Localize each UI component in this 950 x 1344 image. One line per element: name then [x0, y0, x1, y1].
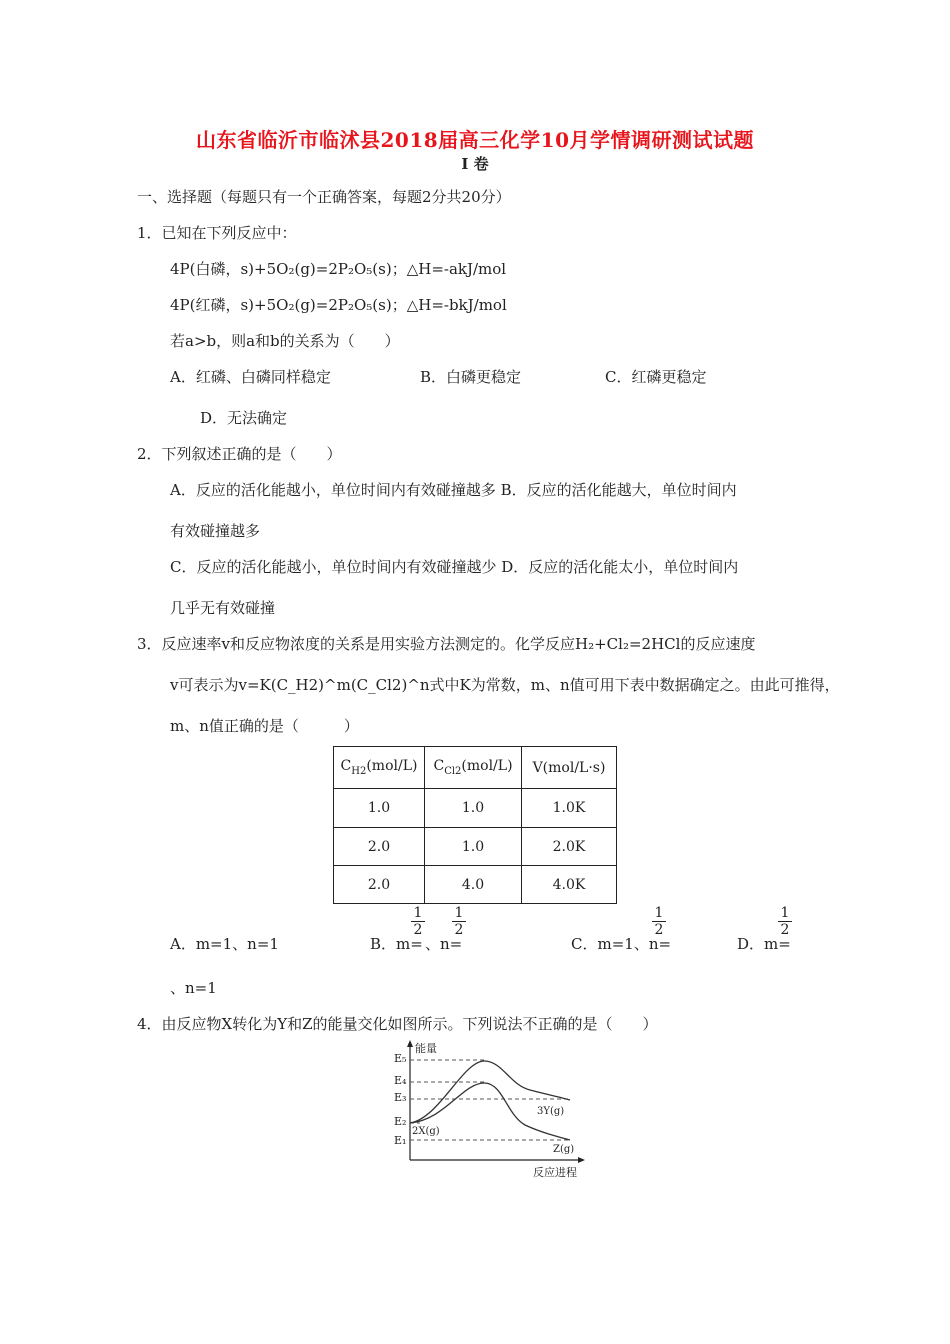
fraction-half: $\frac{1}{2}$	[411, 905, 425, 938]
q1-option-a: A．红磷、白磷同样稳定	[170, 368, 331, 386]
table-cell: 2.0	[334, 866, 425, 904]
q2-line-3: C．反应的活化能越小，单位时间内有效碰撞越少 D．反应的活化能太小，单位时间内	[170, 558, 739, 576]
rate-data-table	[333, 746, 617, 904]
q1-option-b: B．白磷更稳定	[420, 368, 522, 386]
q3-line-3: m、n值正确的是（ ）	[170, 717, 359, 735]
q3-option-b-prefix: B．m=	[370, 935, 423, 953]
label-e2: E₂	[394, 1115, 407, 1128]
table-header: V(mol/L·s)	[522, 747, 617, 789]
y-axis-label: 能量	[415, 1042, 437, 1055]
label-z: Z(g)	[553, 1144, 575, 1155]
q2-line-2: 有效碰撞越多	[170, 522, 261, 540]
q2-stem: 2．下列叙述正确的是（ ）	[137, 445, 342, 463]
table-header: $C_{Cl2}(mol/L)$	[425, 747, 522, 789]
table-cell: 1.0	[425, 789, 522, 828]
table-cell: 2.0K	[522, 828, 617, 866]
label-2x: 2X(g)	[412, 1126, 440, 1137]
section-heading: 一、选择题（每题只有一个正确答案，每题2分共20分）	[137, 188, 511, 206]
q3-option-d: D．m=	[737, 935, 791, 953]
q1-option-d: D．无法确定	[200, 409, 288, 427]
q3-option-a: A．m=1、n=1	[170, 935, 279, 953]
q3-line-1: 3．反应速率v和反应物浓度的关系是用实验方法测定的。化学反应H₂+Cl₂=2HCl的反应速度	[137, 635, 756, 653]
page-title: 山东省临沂市临沭县2018届高三化学10月学情调研测试试题	[196, 128, 754, 152]
table-cell: 4.0K	[522, 866, 617, 904]
q4-stem: 4．由反应物X转化为Y和Z的能量交化如图所示。下列说法不正确的是（ ）	[137, 1015, 658, 1033]
q3-option-b-mid: 、n=	[425, 935, 463, 953]
table-cell: 1.0K	[522, 789, 617, 828]
x-axis-arrow	[578, 1157, 585, 1163]
label-e3: E₃	[394, 1091, 407, 1104]
section-subtitle: Ⅰ 卷	[461, 155, 489, 173]
x-axis-label: 反应进程	[533, 1166, 577, 1179]
q2-line-4: 几乎无有效碰撞	[170, 599, 276, 617]
q1-equation-2: 4P(红磷，s)+5O₂(g)=2P₂O₅(s)；△H=-bkJ/mol	[170, 296, 507, 314]
table-header: $C_{H2}(mol/L)$	[334, 747, 425, 789]
table-cell: 4.0	[425, 866, 522, 904]
label-e4: E₄	[394, 1074, 407, 1087]
fraction-half: $\frac{1}{2}$	[652, 905, 666, 938]
table-cell: 1.0	[334, 789, 425, 828]
label-3y: 3Y(g)	[537, 1106, 565, 1117]
q3-option-c: C．m=1、n=	[571, 935, 672, 953]
q1-equation-1: 4P(白磷，s)+5O₂(g)=2P₂O₅(s)；△H=-akJ/mol	[170, 260, 507, 278]
energy-diagram	[385, 1040, 595, 1180]
label-e5: E₅	[394, 1052, 407, 1065]
q3-option-d-tail: 、n=1	[170, 979, 217, 997]
q3-line-2: v可表示为v=K(C_H2)^m(C_Cl2)^n式中K为常数，m、n值可用下表中数据确定之。由此可推得，	[170, 676, 840, 694]
fraction-half: $\frac{1}{2}$	[778, 905, 792, 938]
q1-condition: 若a>b，则a和b的关系为（ ）	[170, 332, 400, 350]
fraction-half: $\frac{1}{2}$	[452, 905, 466, 938]
q2-line-1: A．反应的活化能越小，单位时间内有效碰撞越多 B．反应的活化能越大，单位时间内	[170, 481, 737, 499]
table-cell: 1.0	[425, 828, 522, 866]
q1-option-c: C．红磷更稳定	[605, 368, 707, 386]
y-axis-arrow	[407, 1040, 413, 1047]
label-e1: E₁	[394, 1134, 407, 1147]
q1-stem: 1．已知在下列反应中：	[137, 224, 297, 242]
table-cell: 2.0	[334, 828, 425, 866]
